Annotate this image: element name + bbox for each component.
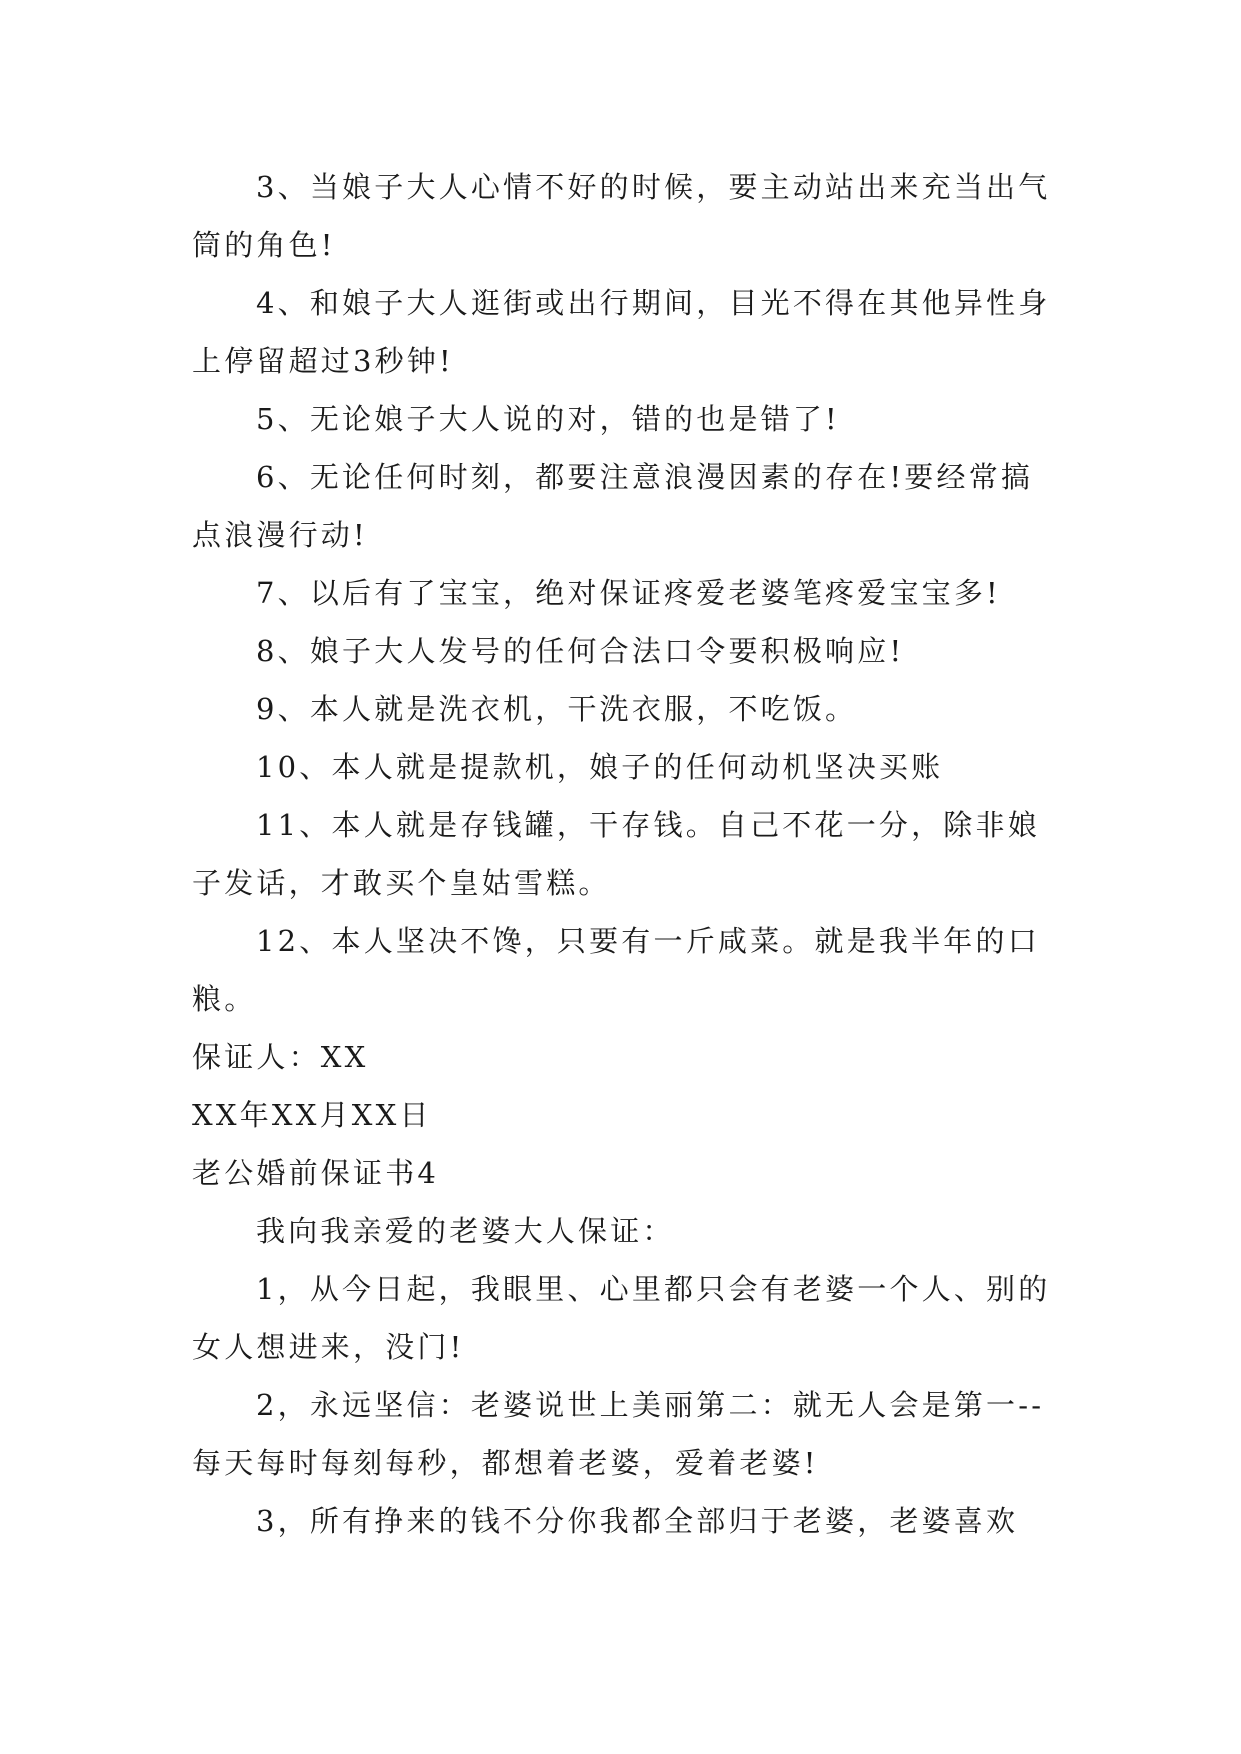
paragraph-item-6: 6、无论任何时刻，都要注意浪漫因素的存在!要经常搞点浪漫行动! [192,460,1034,552]
pledge-item-3: 3，所有挣来的钱不分你我都全部归于老婆，老婆喜欢 [256,1504,1019,1538]
date-line: XX年XX月XX日 [192,1098,432,1132]
paragraph-item-5: 5、无论娘子大人说的对，错的也是错了! [256,402,840,436]
paragraph-item-12: 12、本人坚决不馋，只要有一斤咸菜。就是我半年的口粮。 [192,924,1040,1016]
paragraph-item-10: 10、本人就是提款机，娘子的任何动机坚决买账 [256,750,944,784]
paragraph-item-7: 7、以后有了宝宝，绝对保证疼爱老婆笔疼爱宝宝多! [256,576,1001,610]
paragraph-item-9: 9、本人就是洗衣机，干洗衣服，不吃饭。 [256,692,858,726]
paragraph-item-4: 4、和娘子大人逛街或出行期间，目光不得在其他异性身上停留超过3秒钟! [192,286,1051,378]
pledge-intro: 我向我亲爱的老婆大人保证： [256,1214,675,1248]
pledge-item-1: 1，从今日起，我眼里、心里都只会有老婆一个人、别的女人想进来，没门! [192,1272,1051,1364]
paragraph-item-11: 11、本人就是存钱罐，干存钱。自己不花一分，除非娘子发话，才敢买个皇姑雪糕。 [192,808,1040,900]
pledge-item-2: 2，永远坚信：老婆说世上美丽第二：就无人会是第一--每天每时每刻每秒，都想着老婆，爱着老婆! [192,1388,1045,1480]
paragraph-item-8: 8、娘子大人发号的任何合法口令要积极响应! [256,634,905,668]
document-page [192,158,1052,1550]
paragraph-item-3: 3、当娘子大人心情不好的时候，要主动站出来充当出气筒的角色! [192,170,1051,262]
guarantor-line: 保证人：XX [192,1040,369,1074]
section-title: 老公婚前保证书4 [192,1156,440,1190]
